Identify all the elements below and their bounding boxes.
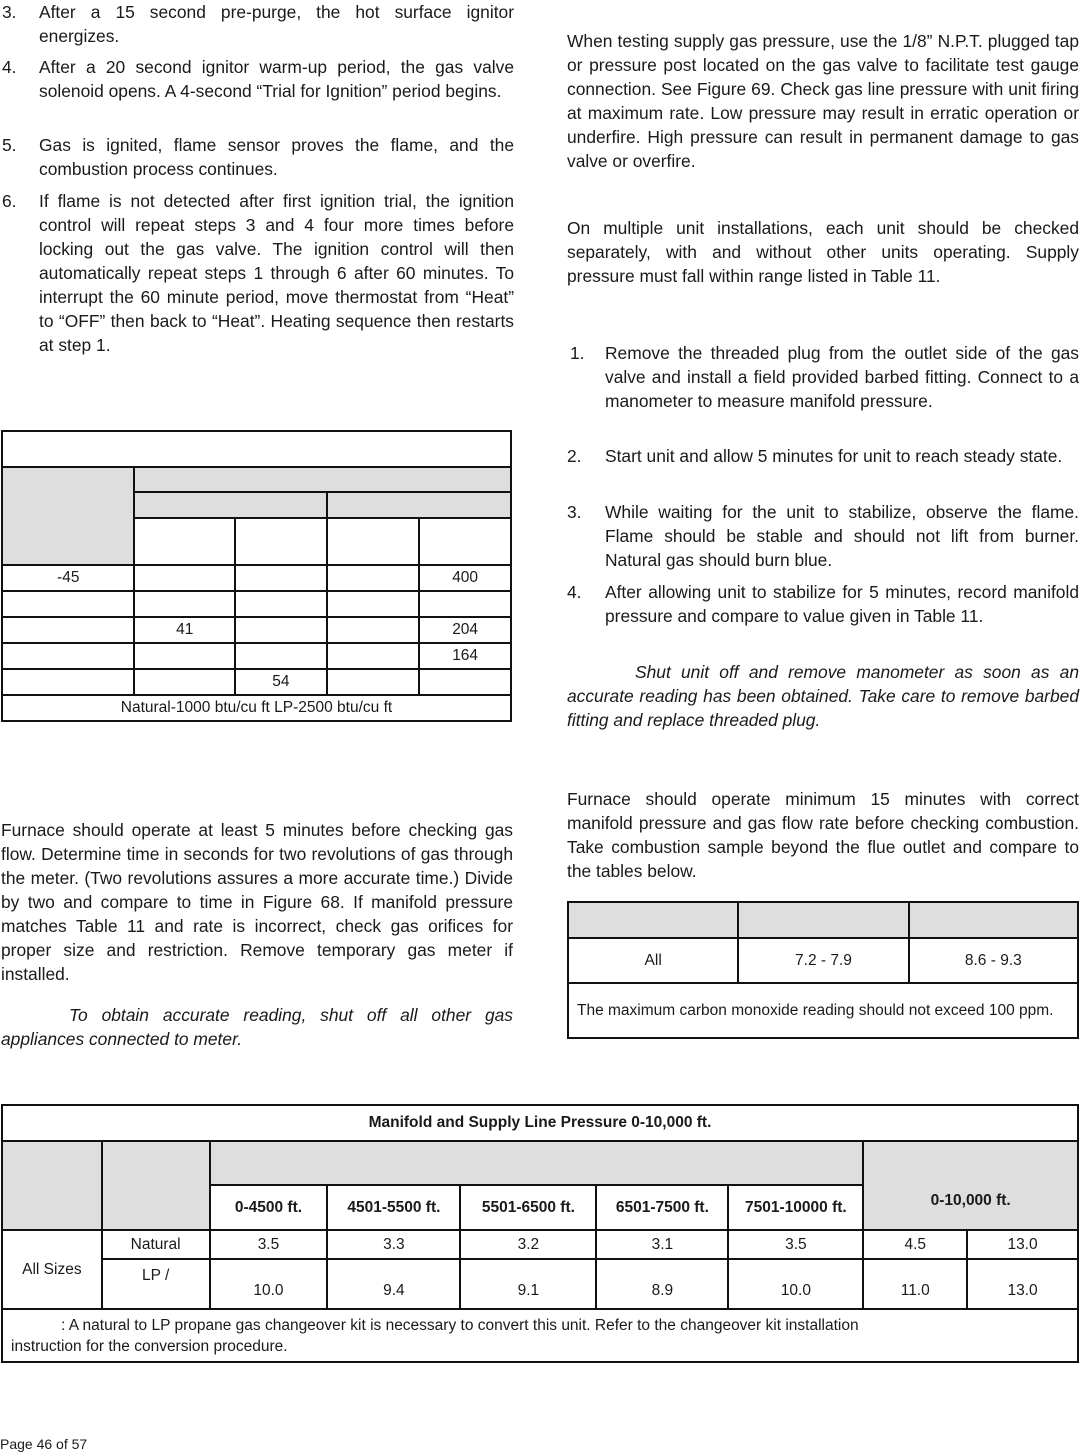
combustion-note: The maximum carbon monoxide reading should not exceed 100 ppm.: [568, 983, 1078, 1038]
header-cell: [568, 902, 738, 938]
step-number: 3.: [2, 2, 17, 22]
cell: [134, 643, 235, 669]
note-line: instruction for the conversion procedure.: [11, 1337, 288, 1355]
step-number: 2.: [567, 446, 582, 466]
step-text: After allowing unit to stabilize for 5 minutes, record manifold pressure and compare to value given in Table 11.: [605, 582, 1079, 626]
cell: 400: [419, 565, 511, 591]
cell: 3.2: [460, 1230, 596, 1259]
gas-type-cell: Natural: [102, 1230, 210, 1259]
cell: 54: [235, 669, 327, 695]
altitude-header: 5501-6500 ft.: [460, 1185, 596, 1230]
table-row: [2, 591, 511, 617]
header-cell: [2, 1141, 102, 1230]
step-number: 4.: [2, 57, 17, 77]
table-row: [2, 1230, 1078, 1259]
header-cell: [327, 518, 420, 565]
cell: [235, 591, 327, 617]
gas-flow-paragraph: Furnace should operate at least 5 minutes before checking gas flow. Determine time in seconds for two revolutions of gas through the meter. (Two revolutions assures a more accurate time.) Divide by two and compare to time in Figure 68. If manifold pressure matches Table 11 and rate is incorrect, check gas orifices for proper size and restriction. Remove temporary gas meter if installed.: [1, 820, 513, 984]
table-title: Manifold and Supply Line Pressure 0-10,000 ft.: [2, 1105, 1078, 1141]
cell: 10.0: [210, 1259, 328, 1309]
cell: [2, 669, 134, 695]
cell: All: [568, 938, 738, 983]
table-row: [2, 617, 511, 643]
altitude-header: 7501-10000 ft.: [728, 1185, 863, 1230]
cell: [419, 591, 511, 617]
cell: 3.1: [596, 1230, 728, 1259]
pressure-table-note: [2, 1309, 1078, 1362]
cell: 7.2 - 7.9: [738, 938, 908, 983]
cell: 9.4: [327, 1259, 460, 1309]
cell: [2, 643, 134, 669]
step-number: 6.: [2, 191, 17, 211]
step-text: Remove the threaded plug from the outlet side of the gas valve and install a field provided barbed fitting. Connect to a manometer to measure manifold pressure.: [605, 343, 1079, 411]
header-cell: [738, 902, 908, 938]
cell: [419, 669, 511, 695]
cell: [327, 643, 420, 669]
cell: 8.6 - 9.3: [909, 938, 1078, 983]
cell: [235, 565, 327, 591]
table-row: [2, 643, 511, 669]
gas-flow-note: To obtain accurate reading, shut off all other gas appliances connected to meter.: [1, 1005, 513, 1049]
cell: 164: [419, 643, 511, 669]
combustion-paragraph: Furnace should operate minimum 15 minutes with correct manifold pressure and gas flow rate before checking combustion. Take combustion sample beyond the flue outlet and compare to the tables below.: [567, 789, 1079, 881]
cell: [327, 669, 420, 695]
table-title: [2, 431, 511, 467]
table-row: [2, 669, 511, 695]
step-text: Gas is ignited, flame sensor proves the flame, and the combustion process continues.: [39, 135, 514, 179]
pressure-table: [1, 1104, 1079, 1363]
cell: [235, 617, 327, 643]
step-number: 5.: [2, 135, 17, 155]
cell: 3.3: [327, 1230, 460, 1259]
manifold-note: Shut unit off and remove manometer as soon as an accurate reading has been obtained. Take care to remove barbed fitting and replace threaded plug.: [567, 662, 1079, 730]
cell: 13.0: [967, 1230, 1078, 1259]
cell: [327, 591, 420, 617]
cell: [134, 669, 235, 695]
step-text: If flame is not detected after first ignition trial, the ignition control will repeat steps 3 and 4 four more times before locking out the gas valve. The ignition control will then automatically repeat steps 1 through 6 after 60 minutes. To interrupt the 60 minute period, move thermostat from “Heat” to “OFF” then back to “Heat”. Heating sequence then restarts at step 1.: [39, 191, 514, 355]
page-number: Page 46 of 57: [0, 1436, 88, 1452]
header-cell: [419, 518, 511, 565]
altitude-header: 0-4500 ft.: [210, 1185, 328, 1230]
gas-flow-table: [1, 430, 512, 722]
supply-pressure-paragraph: When testing supply gas pressure, use the 1/8” N.P.T. plugged tap or pressure post located on the gas valve to facilitate test gauge connection. See Figure 69. Check gas line pressure with unit firing at maximum rate. Low pressure may result in erratic operation or underfire. High pressure can result in permanent damage to gas valve or overfire.: [567, 31, 1079, 171]
header-cell: [134, 467, 511, 492]
table-row: [568, 938, 1078, 983]
combustion-table: [567, 901, 1079, 1039]
cell: [134, 565, 235, 591]
cell: [134, 591, 235, 617]
altitude-header: 6501-7500 ft.: [596, 1185, 728, 1230]
cell: 8.9: [596, 1259, 728, 1309]
header-cell: [909, 902, 1078, 938]
header-cell: [134, 492, 326, 518]
cell: 3.5: [728, 1230, 863, 1259]
table-row: [2, 565, 511, 591]
size-cell: All Sizes: [2, 1230, 102, 1309]
header-cell: [327, 492, 511, 518]
cell: 204: [419, 617, 511, 643]
header-cell: [210, 1141, 864, 1185]
cell: [235, 643, 327, 669]
gas-type-cell: LP /: [102, 1259, 210, 1309]
step-text: While waiting for the unit to stabilize, observe the flame. Flame should be stable and should not lift from burner. Natural gas should burn blue.: [605, 502, 1079, 570]
step-text: After a 20 second ignitor warm-up period, the gas valve solenoid opens. A 4-second “Trial for Ignition” period begins.: [39, 57, 514, 101]
table-row: [2, 1259, 1078, 1309]
step-text: Start unit and allow 5 minutes for unit to reach steady state.: [605, 446, 1063, 466]
cell: 11.0: [863, 1259, 967, 1309]
multiple-units-paragraph: On multiple unit installations, each unit should be checked separately, with and without other units operating. Supply pressure must fall within range listed in Table 11.: [567, 218, 1079, 286]
cell: [327, 617, 420, 643]
cell: [2, 617, 134, 643]
cell: 10.0: [728, 1259, 863, 1309]
step-number: 1.: [570, 343, 585, 363]
cell: 41: [134, 617, 235, 643]
header-cell: [235, 518, 327, 565]
step-text: After a 15 second pre-purge, the hot surface ignitor energizes.: [39, 2, 514, 46]
cell: [2, 591, 134, 617]
cell: 13.0: [967, 1259, 1078, 1309]
cell: 3.5: [210, 1230, 328, 1259]
note-line: : A natural to LP propane gas changeover kit is necessary to convert this unit. Refer to the changeover kit installation: [61, 1316, 859, 1334]
cell: -45: [2, 565, 134, 591]
cell: 4.5: [863, 1230, 967, 1259]
cell: [327, 565, 420, 591]
step-number: 4.: [567, 582, 582, 602]
altitude-header: 4501-5500 ft.: [327, 1185, 460, 1230]
supply-header: 0-10,000 ft.: [863, 1141, 1078, 1230]
header-cell: [2, 467, 134, 565]
header-cell: [102, 1141, 210, 1230]
cell: 9.1: [460, 1259, 596, 1309]
header-cell: [134, 518, 235, 565]
step-number: 3.: [567, 502, 582, 522]
table-footnote: Natural-1000 btu/cu ft LP-2500 btu/cu ft: [2, 695, 511, 721]
